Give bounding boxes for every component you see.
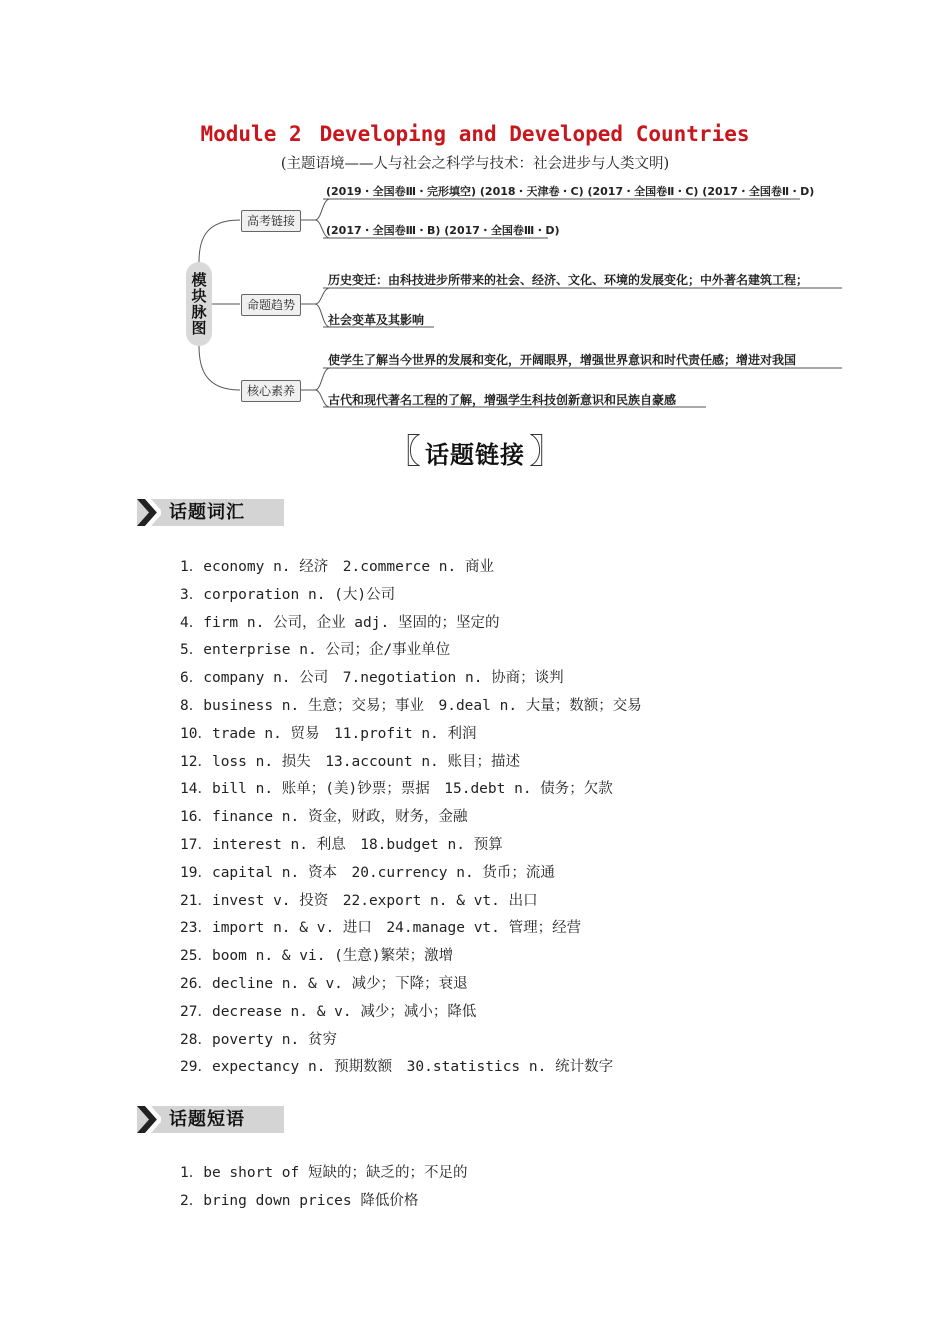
module-name: Developing and Developed Countries [319, 122, 750, 146]
trend-line-2: 社会变革及其影响 [328, 313, 425, 327]
mind-map-center [186, 262, 212, 346]
chevron-right-icon [137, 499, 161, 526]
vocab-item: 27．decrease n. & v. 减少；减小；降低 [180, 1003, 477, 1020]
chevron-right-icon [137, 1106, 161, 1133]
trend-line-1: 历史变迁：由科技进步所带来的社会、经济、文化、环境的发展变化；中外著名建筑工程； [328, 273, 809, 287]
module-subtitle: (主题语境——人与社会之科学与技术：社会进步与人类文明) [280, 156, 670, 172]
banner-left-bracket: 〖 [387, 432, 421, 472]
vocab-item: 21．invest v. 投资 22.export n. & vt. 出口 [180, 892, 538, 909]
vocab-item: 19．capital n. 资本 20.currency n. 货币；流通 [180, 864, 555, 881]
vocab-item: 26．decline n. & v. 减少；下降；衰退 [180, 975, 468, 992]
section-header-vocab [137, 499, 284, 526]
banner-right-bracket: 〗 [529, 432, 563, 472]
vocab-item: 4．firm n. 公司，企业 adj. 坚固的；坚定的 [180, 614, 500, 631]
vocab-item: 29．expectancy n. 预期数额 30.statistics n. 统计数字 [180, 1059, 614, 1076]
mind-map [0, 0, 950, 420]
vocab-item: 16．finance n. 资金，财政，财务，金融 [180, 809, 468, 826]
vocab-item: 6．company n. 公司 7.negotiation n. 协商；谈判 [180, 670, 564, 687]
vocab-item: 1．economy n. 经济 2.commerce n. 商业 [180, 559, 494, 575]
vocab-item: 28．poverty n. 贫穷 [180, 1031, 337, 1048]
gaokao-line-2: (2017・全国卷Ⅲ・B) (2017・全国卷Ⅲ・D) [326, 224, 560, 237]
phrase-item: 1．be short of 短缺的；缺乏的；不足的 [180, 1165, 468, 1181]
vocab-item: 12．loss n. 损失 13.account n. 账目；描述 [180, 753, 521, 770]
branch-core-literacy: 核心素养 [241, 380, 301, 402]
banner-title: 话题链接 [425, 440, 525, 469]
vocab-item: 5．enterprise n. 公司；企/事业单位 [180, 642, 451, 659]
literacy-line-2: 古代和现代著名工程的了解，增强学生科技创新意识和民族自豪感 [328, 393, 677, 407]
gaokao-line-1: (2019・全国卷Ⅲ・完形填空) (2018・天津卷・C) (2017・全国卷Ⅱ・C) (2017・全国卷Ⅱ・D) [326, 185, 815, 198]
vocab-item: 23．import n. & v. 进口 24.manage vt. 管理；经营 [180, 920, 582, 937]
section-phrases-title: 话题短语 [169, 1109, 245, 1130]
section-vocab-title: 话题词汇 [169, 502, 245, 523]
topic-link-banner [0, 432, 950, 472]
phrase-list [180, 1162, 468, 1218]
literacy-line-1: 使学生了解当今世界的发展和变化，开阔眼界，增强世界意识和时代责任感；增进对我国 [328, 353, 797, 367]
section-header-phrases [137, 1106, 284, 1133]
module-number: Module 2 [200, 122, 302, 146]
vocab-item: 10．trade n. 贸易 11.profit n. 利润 [180, 725, 477, 742]
mind-map-center-label: 模块脉图 [189, 272, 208, 336]
branch-trend: 命题趋势 [241, 294, 301, 316]
vocab-item: 3．corporation n. (大)公司 [180, 586, 396, 603]
vocab-item: 17．interest n. 利息 18.budget n. 预算 [180, 836, 503, 853]
branch-gaokao-link: 高考链接 [241, 210, 301, 232]
phrase-item: 2．bring down prices 降低价格 [180, 1192, 419, 1209]
vocab-item: 25．boom n. & vi. (生意)繁荣；激增 [180, 948, 454, 965]
vocab-item: 8．business n. 生意；交易；事业 9.deal n. 大量；数额；交易 [180, 697, 642, 714]
vocab-item: 14．bill n. 账单；(美)钞票；票据 15.debt n. 债务；欠款 [180, 781, 613, 798]
vocab-list [180, 556, 642, 1084]
